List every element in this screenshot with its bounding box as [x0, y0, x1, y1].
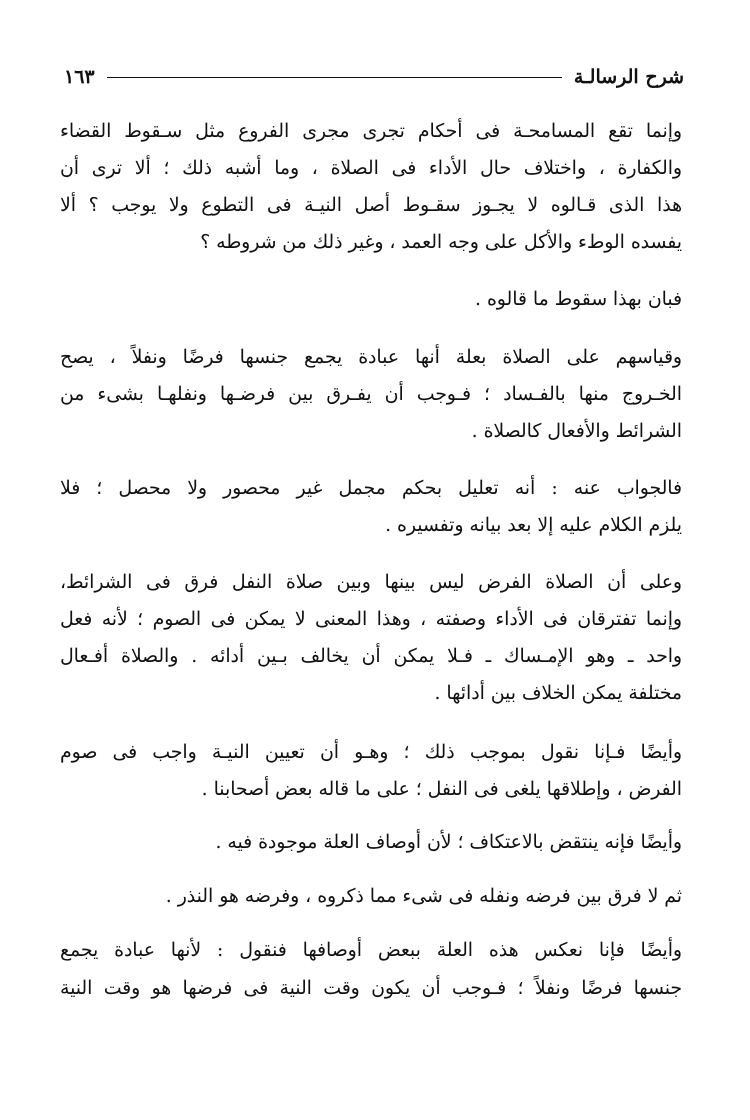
text-line: الشرائط والأفعال كالصلاة . — [471, 421, 682, 442]
text-line: وأيضًا فـإنا نقول بموجب ذلك ؛ وهـو أن تعيين النيـة واجب فى صوم — [60, 742, 682, 763]
text-line: وعلى أن الصلاة الفرض ليس بينها وبين صلاة النفل فرق فى الشرائط، — [60, 572, 682, 593]
text-line: الفرض ، وإطلاقها يلغى فى النفل ؛ على ما قاله بعض أصحابنا . — [201, 779, 682, 800]
text-line: هذا الذى قـالوه لا يجـوز سقـوط أصل النيـة فى التطوع ولا يوجب ؟ ألا — [60, 195, 682, 216]
text-line: وإنما تفترقان فى الأداء وصفته ، وهذا المعنى لا يمكن فى الصوم ؛ لأنه فعل — [60, 609, 682, 630]
header-rule — [107, 77, 562, 78]
text-line: الخـروج منها بالفـساد ؛ فـوجب أن يفـرق بين فرضـها ونفلهـا بشىء من — [60, 384, 682, 405]
text-line: وقياسهم على الصلاة بعلة أنها عبادة يجمع جنسها فرضًا ونفلاً ، يصح — [60, 347, 682, 368]
text-line: وإنما تقع المسامحـة فى أحكام تجرى مجرى الفروع مثل سـقوط القضاء — [60, 121, 682, 142]
text-line: جنسها فرضًا ونفلاً ؛ فـوجب أن يكون وقت النية فى فرضها هو وقت النية — [60, 978, 682, 999]
running-header — [64, 62, 684, 92]
text-line: واحد ـ وهو الإمـساك ـ فـلا يمكن أن يخالف بـين أدائه . والصلاة أفـعال — [60, 646, 682, 667]
book-title: شرح الرسالـة — [573, 66, 684, 88]
page-number: ١٦٣ — [64, 66, 95, 88]
text-line: وأيضًا فإنا نعكس هذه العلة ببعض أوصافها فنقول : لأنها عبادة يجمع — [60, 940, 682, 961]
text-line: وأيضًا فإنه ينتقض بالاعتكاف ؛ لأن أوصاف العلة موجودة فيه . — [215, 832, 682, 853]
text-line: والكفارة ، واختلاف حال الأداء فى الصلاة ، وما أشبه ذلك ؛ ألا ترى أن — [60, 158, 682, 179]
text-line: يفسده الوطء والأكل على وجه العمد ، وغير ذلك من شروطه ؟ — [200, 232, 682, 253]
text-line: ثم لا فرق بين فرضه ونفله فى شىء مما ذكروه ، وفرضه هو النذر . — [165, 886, 682, 907]
text-line: فالجواب عنه : أنه تعليل بحكم مجمل غير محصور ولا محصل ؛ فلا — [60, 478, 682, 499]
text-line: فبان بهذا سقوط ما قالوه . — [475, 289, 682, 310]
text-line: يلزم الكلام عليه إلا بعد بيانه وتفسيره . — [385, 515, 682, 536]
text-line: مختلفة يمكن الخلاف بين أدائها . — [434, 683, 682, 704]
